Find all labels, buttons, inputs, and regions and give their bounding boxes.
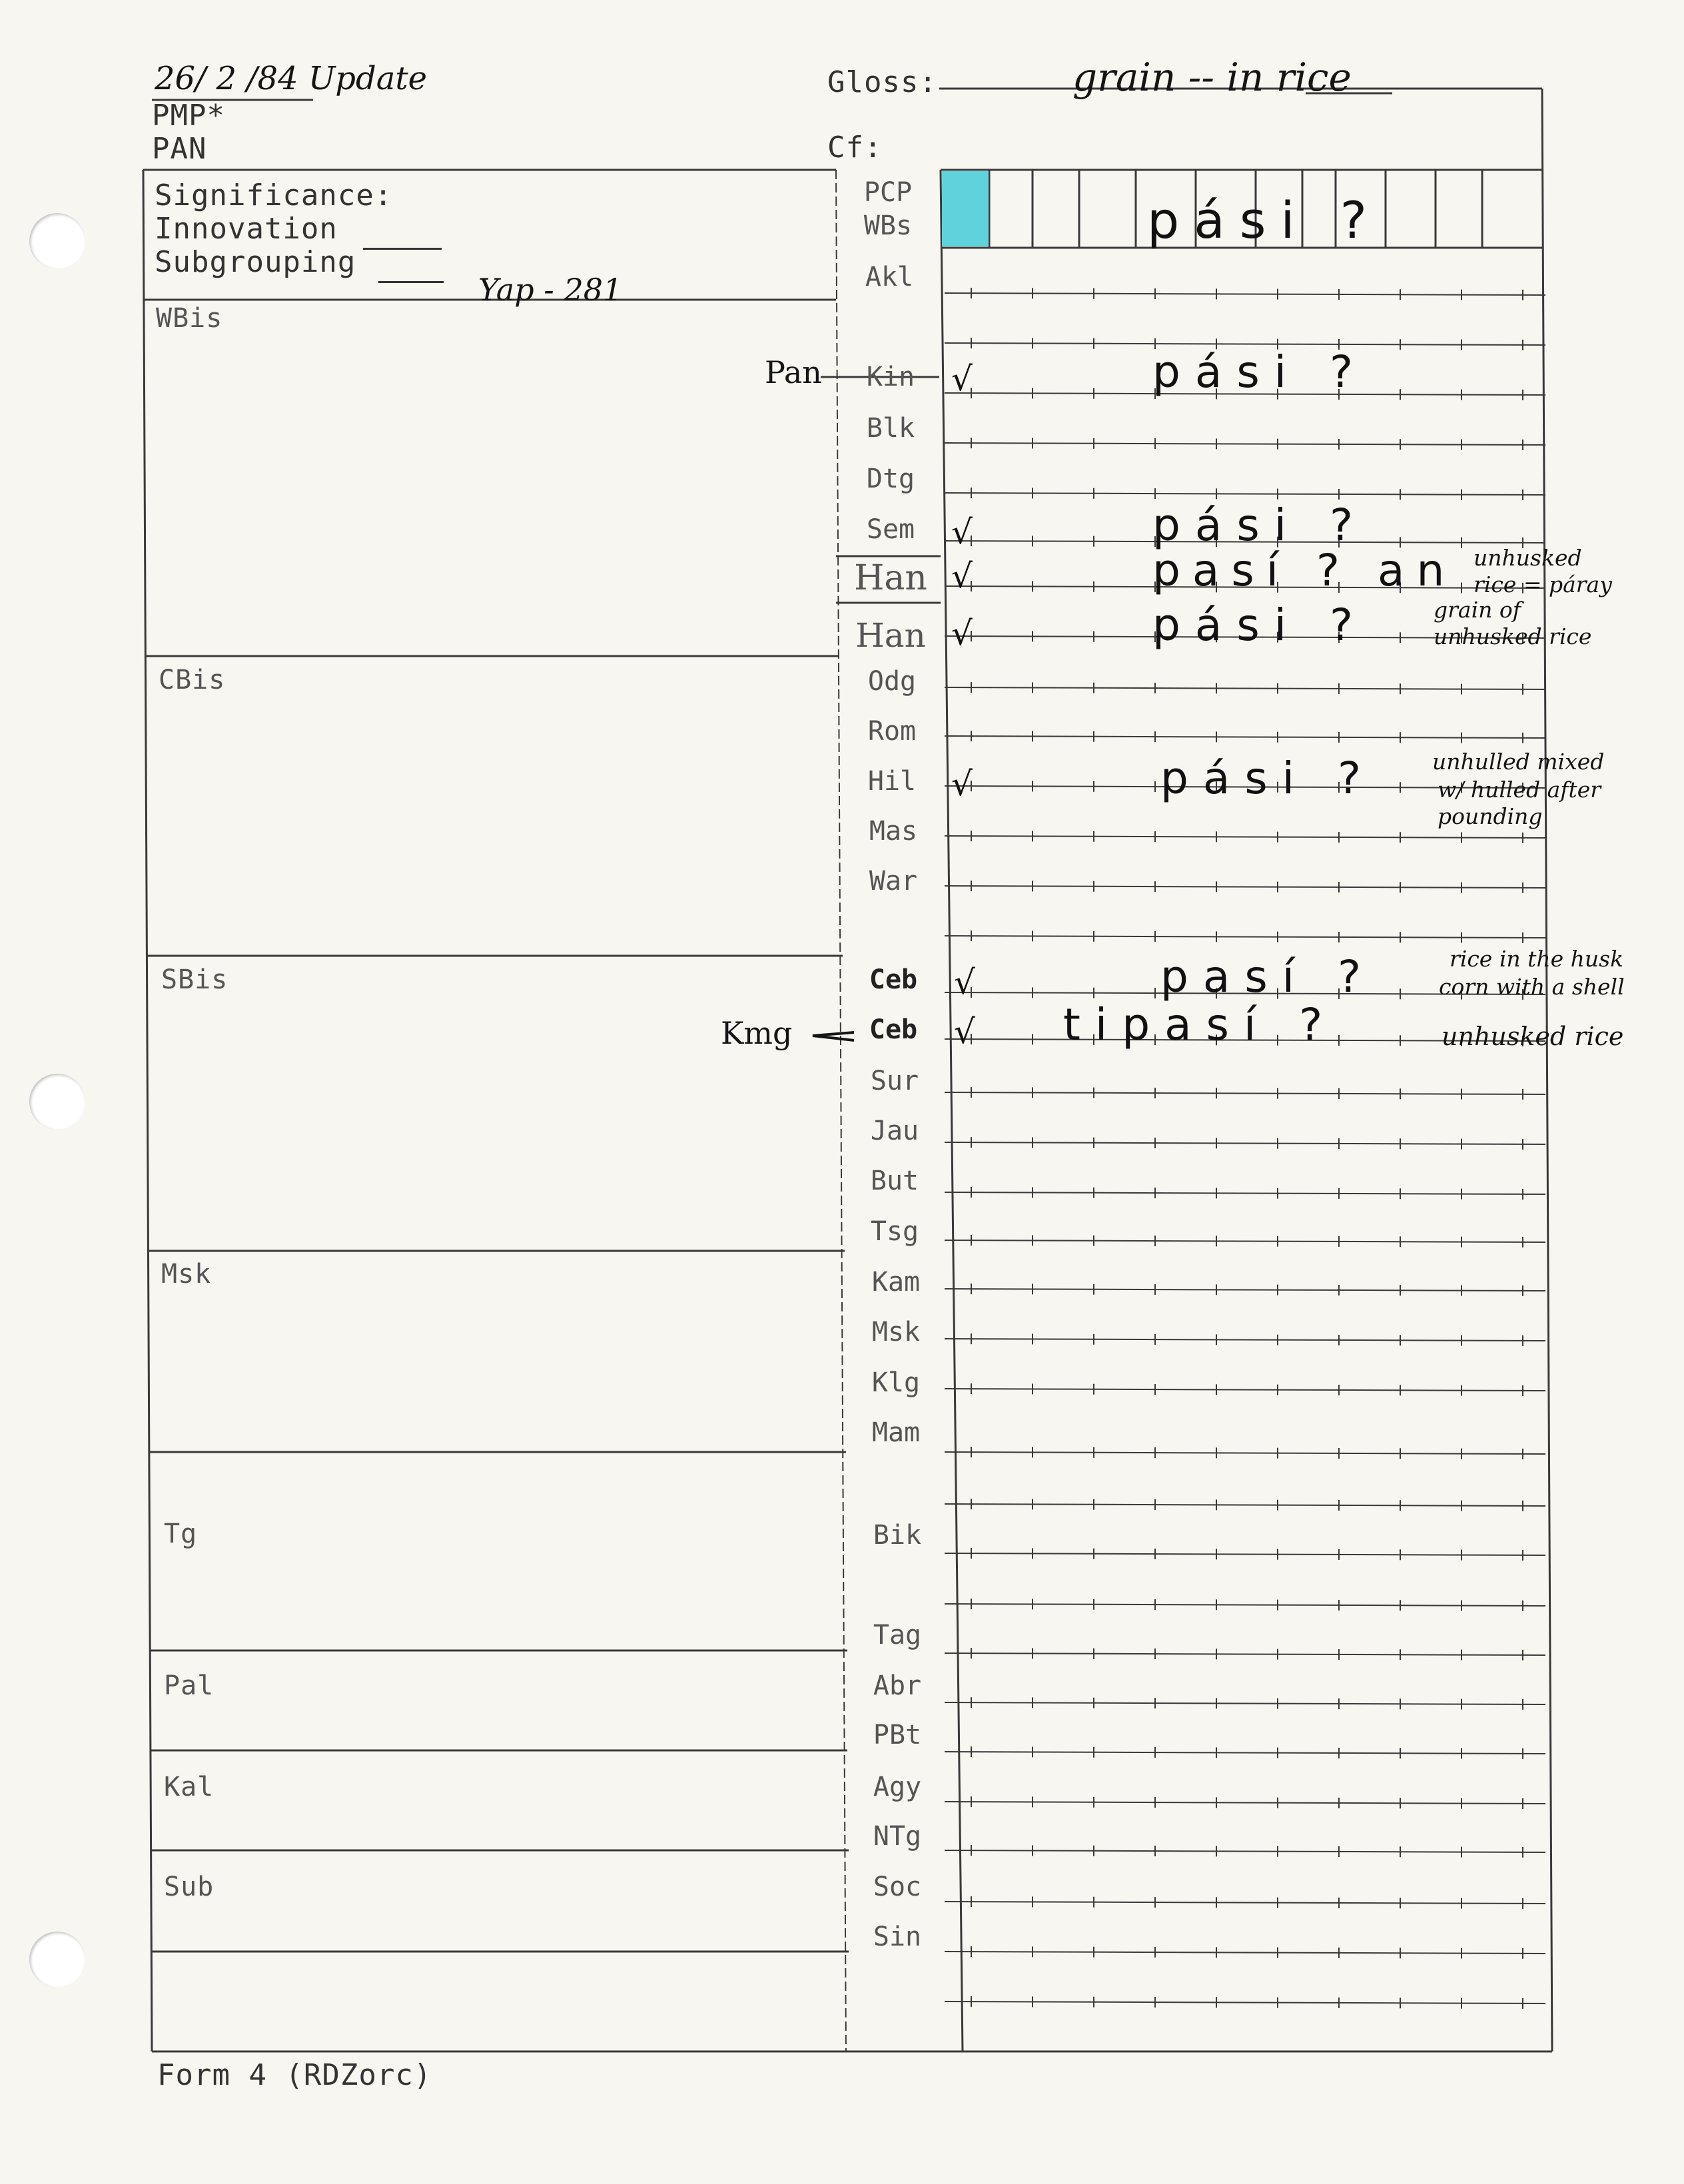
cf-label: Cf: [827,131,883,165]
code-sin: Sin [873,1922,922,1952]
code-blk: Blk [866,413,915,444]
check-kin: √ [951,360,973,398]
yap-reference: Yap - 281 [478,272,623,308]
check-ceb-1: √ [954,963,975,1002]
group-tg: Tg [164,1519,198,1549]
highlight-cell [942,171,989,246]
innovation-label: Innovation [155,212,338,246]
group-pal: Pal [164,1670,214,1701]
kmg-marker: Kmg [721,1015,793,1051]
check-han-1: √ [951,557,973,595]
group-cbis: CBis [159,665,226,695]
hil-note-line2: w/ hulled after pounding [1438,777,1601,829]
hil-form: pási ? [1160,753,1376,804]
code-han-1: Han [854,558,927,598]
code-bik: Bik [873,1520,922,1551]
code-tag: Tag [873,1620,922,1650]
code-sem: Sem [866,514,915,545]
ceb1-form: pasí ? [1160,951,1376,1002]
sem-form: pási ? [1152,500,1368,551]
code-dtg: Dtg [866,464,915,494]
group-sub: Sub [164,1872,214,1902]
group-sbis: SBis [161,964,228,995]
gloss-label: Gloss: [827,65,937,99]
pan-marker: Pan [765,354,822,390]
code-ntg: NTg [873,1821,922,1852]
kin-form: pási ? [1152,346,1368,398]
code-klg: Klg [871,1367,921,1398]
han2-note-line1: grain of [1434,597,1521,623]
pan-label: PAN [152,132,207,166]
code-agy: Agy [873,1772,922,1802]
check-ceb-2: √ [954,1012,975,1051]
han2-note-line2: unhusked rice [1434,623,1592,649]
code-akl: Akl [865,262,914,292]
ceb1-note-line2: corn with a shell [1439,974,1625,1000]
hil-note-line1: unhulled mixed [1432,749,1605,775]
form-label: Form 4 (RDZorc) [157,2058,432,2092]
code-han-2: Han [855,616,926,655]
code-msk: Msk [871,1317,921,1347]
check-han-2: √ [951,614,973,653]
group-wbis: WBis [156,303,223,334]
code-kin: Kin [866,362,915,392]
group-msk: Msk [161,1259,212,1289]
pmp-label: PMP* [152,99,225,133]
check-hil: √ [951,765,973,803]
innovation-blank [363,248,442,250]
ceb2-note: unhusked rice [1442,1022,1624,1051]
han1-note-line1: unhusked [1474,545,1582,571]
gloss-value: grain -- in rice [1072,55,1352,100]
ceb1-note-line1: rice in the husk [1450,946,1624,972]
code-pbt: PBt [873,1720,922,1750]
code-but: But [870,1166,919,1196]
reconstruction-form: pási ? [1147,190,1382,250]
subgrouping-label: Subgrouping [155,245,356,279]
code-mas: Mas [869,816,918,847]
code-wbs: WBs [863,210,913,241]
han1-note-line2: rice = páray [1474,571,1612,597]
code-abr: Abr [873,1670,922,1701]
code-ceb-1: Ceb [869,964,918,995]
han1-form: pasí ? an [1152,545,1457,596]
subgrouping-blank [378,281,444,283]
han2-form: pási ? [1152,599,1368,651]
code-odg: Odg [867,666,917,697]
code-mam: Mam [871,1417,921,1448]
date-update: 26/ 2 /84 Update [155,60,428,97]
ceb2-form: tipasí ? [1063,999,1338,1050]
code-sur: Sur [870,1066,919,1096]
group-kal: Kal [164,1772,214,1802]
code-jau: Jau [870,1116,919,1146]
check-sem: √ [951,513,973,551]
code-war: War [869,866,918,897]
code-ceb-2: Ceb [869,1014,918,1045]
code-rom: Rom [867,716,917,747]
code-soc: Soc [873,1872,922,1902]
significance-title: Significance: [155,179,393,212]
code-pcp: PCP [863,177,913,208]
code-hil: Hil [867,766,917,797]
code-tsg: Tsg [870,1216,919,1247]
code-kam: Kam [871,1267,921,1297]
